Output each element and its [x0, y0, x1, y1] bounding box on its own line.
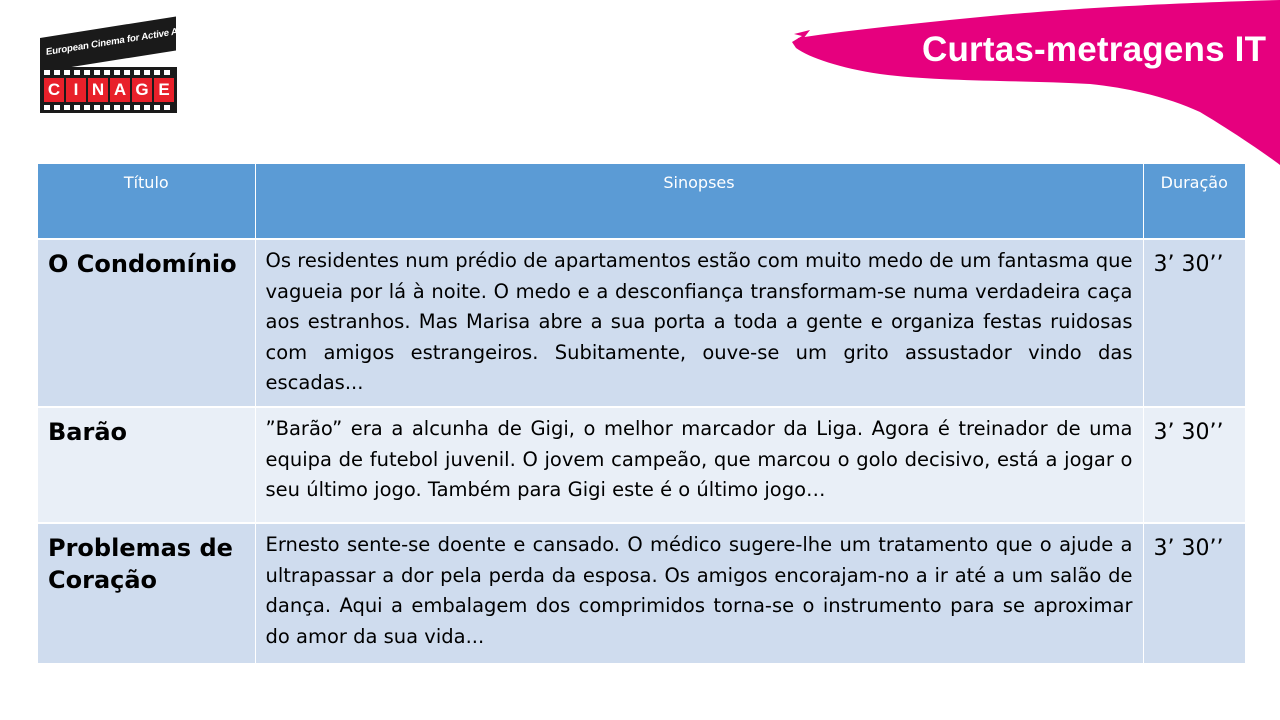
title-brush-stroke	[790, 0, 1280, 170]
table-header-row	[38, 164, 1245, 239]
film-title: Problemas de Coração	[38, 523, 255, 663]
table-row	[38, 523, 1245, 663]
logo-tagline-banner	[40, 16, 203, 72]
film-synopsis: ”Barão” era a alcunha de Gigi, o melhor marcador da Liga. Agora é treinador de uma equipa de futebol juvenil. O jovem campeão, que marcou o golo decisivo, está a jogar o seu último jogo. Também para Gigi este é o último jogo…	[255, 407, 1143, 523]
logo-letter: N	[88, 78, 108, 102]
films-table	[38, 164, 1245, 663]
film-synopsis: Ernesto sente-se doente e cansado. O médico sugere-lhe um tratamento que o ajude a ultrapassar a dor pela perda da esposa. Os amigos encorajam-no a ir até a um salão de dança. Aqui a embalagem dos comprimidos torna-se o instrumento para se aproximar do amor da sua vida...	[255, 523, 1143, 663]
film-strip	[40, 67, 177, 113]
film-duration: 3’ 30’’	[1143, 523, 1245, 663]
table-row	[38, 239, 1245, 407]
logo-tagline: European Cinema for Active Ageing	[46, 22, 203, 59]
table-row	[38, 407, 1245, 523]
logo-letter: G	[132, 78, 152, 102]
film-duration: 3’ 30’’	[1143, 407, 1245, 523]
logo-letters	[44, 78, 174, 102]
film-title: Barão	[38, 407, 255, 523]
column-header-duration: Duração	[1143, 164, 1245, 239]
logo-letter: C	[44, 78, 64, 102]
logo-letter: I	[66, 78, 86, 102]
slide-title: Curtas-metragens IT	[922, 30, 1267, 69]
logo-letter: A	[110, 78, 130, 102]
film-strip-holes-top	[44, 70, 173, 75]
column-header-title: Título	[38, 164, 255, 239]
cinage-logo	[40, 22, 203, 116]
film-synopsis: Os residentes num prédio de apartamentos estão com muito medo de um fantasma que vagueia por lá à noite. O medo e a desconfiança transformam-se numa verdadeira caça aos estranhos. Mas Marisa abre a sua porta a toda a gente e organiza festas ruidosas com amigos estrangeiros. Subitamente, ouve-se um grito assustador vindo das escadas...	[255, 239, 1143, 407]
film-title: O Condomínio	[38, 239, 255, 407]
column-header-synopsis: Sinopses	[255, 164, 1143, 239]
film-duration: 3’ 30’’	[1143, 239, 1245, 407]
logo-letter: E	[154, 78, 174, 102]
film-strip-holes-bottom	[44, 105, 173, 110]
